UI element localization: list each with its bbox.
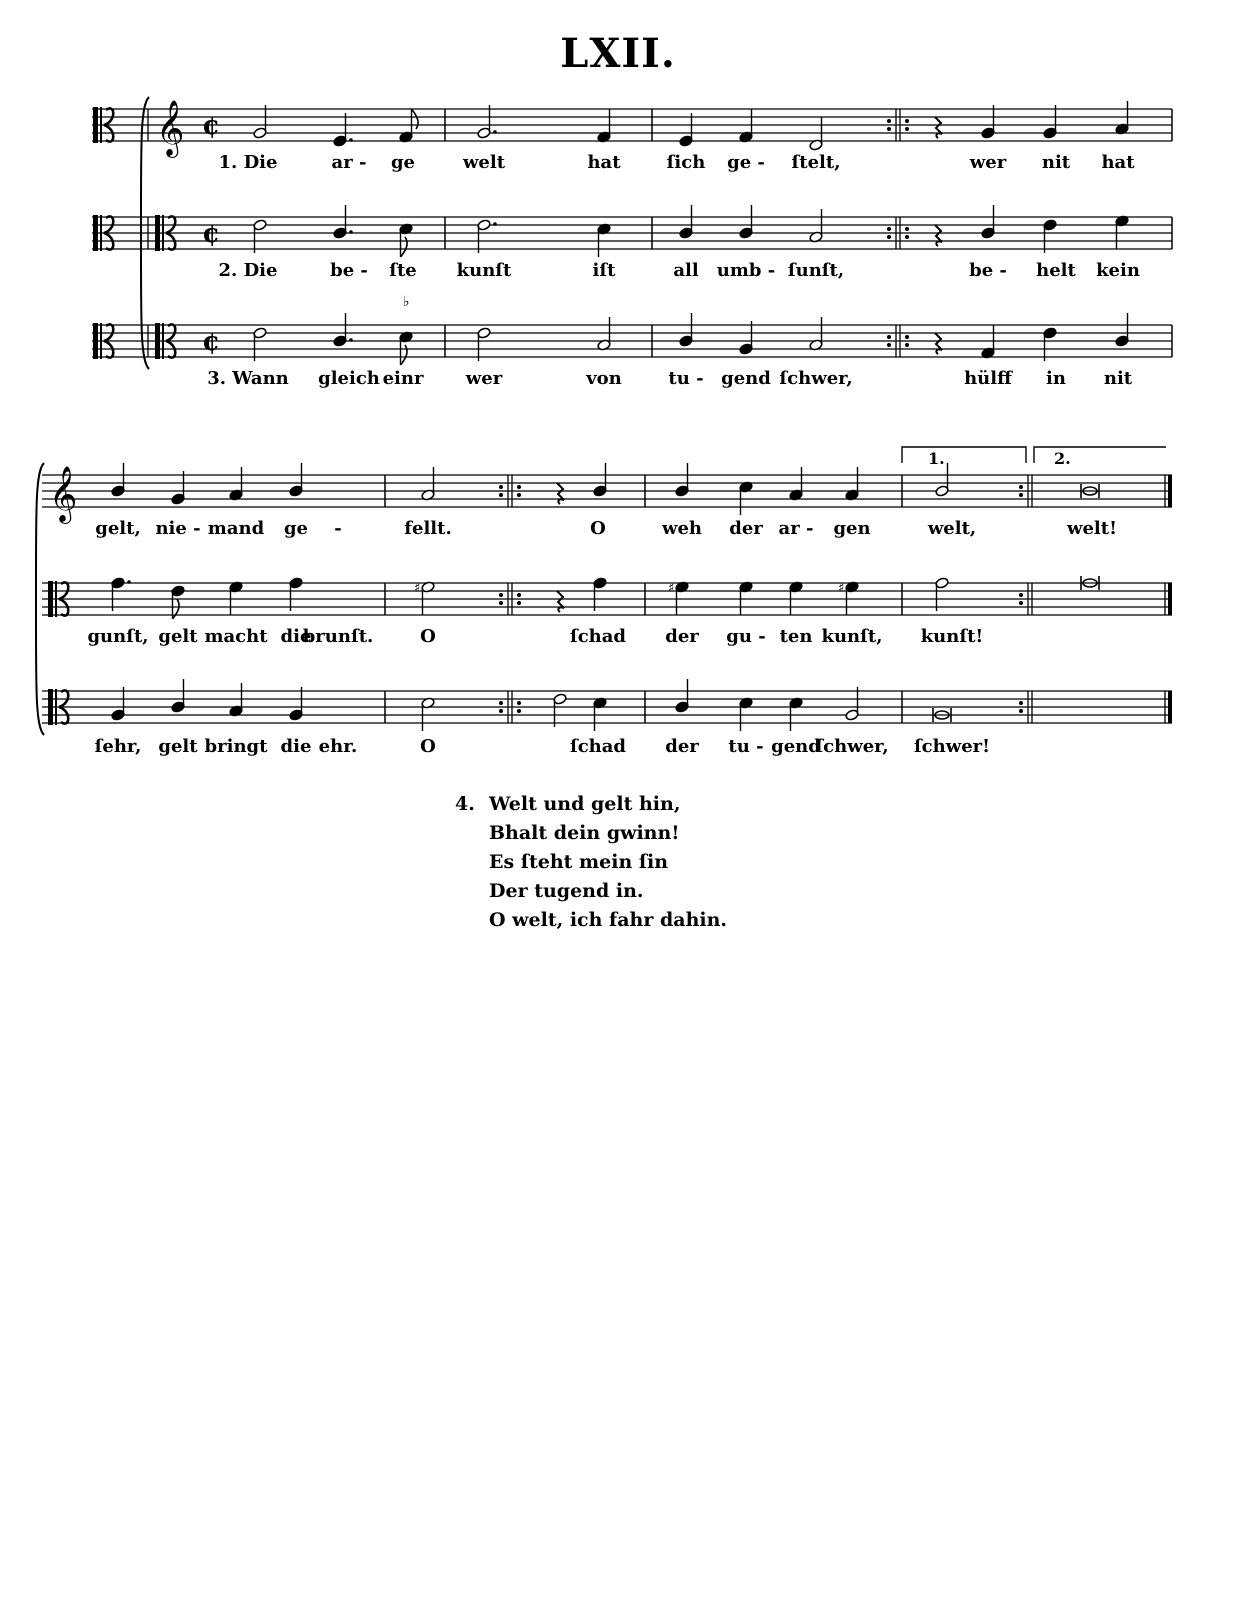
lyric-syllable: ſchad [569, 736, 627, 757]
lyric-syllable: kein [1096, 260, 1140, 281]
note-flag [401, 345, 408, 365]
repeat-dot [887, 335, 891, 339]
verse-four-line: Welt und gelt hin, [489, 793, 681, 815]
lyric-syllable: nit [1041, 152, 1071, 173]
alto-clef-bar [162, 323, 164, 359]
repeat-dot [905, 235, 909, 239]
lyric-syllable: nie - [155, 518, 201, 539]
augmentation-dot [127, 580, 131, 584]
repeat-dot [1019, 709, 1023, 713]
alto-clef-bar [48, 689, 53, 725]
verse-four-number: 4. [455, 793, 475, 815]
alto-clef-bar [155, 323, 160, 359]
lyric-syllable: in [1046, 368, 1066, 389]
lyric-syllable: O [420, 736, 436, 757]
sharp-icon: ♯ [668, 581, 675, 596]
quarter-rest [935, 117, 942, 138]
music-score [0, 0, 1236, 780]
cut-time-icon: ¢ [202, 327, 221, 357]
lyric-syllable: gelt, [95, 518, 141, 539]
repeat-dot [887, 227, 891, 231]
cut-time-icon: ¢ [202, 111, 221, 141]
sharp-icon: ♯ [414, 581, 421, 596]
lyric-syllable: all [673, 260, 699, 281]
repeat-dot [517, 601, 521, 605]
repeat-dot [905, 119, 909, 123]
repeat-dot [887, 343, 891, 347]
lyric-syllable: tu - [728, 736, 764, 757]
alto-clef-bar [93, 215, 98, 251]
repeat-dot [1019, 593, 1023, 597]
lyric-syllable: 2. Die [218, 260, 278, 281]
lyric-syllable: nit [1103, 368, 1133, 389]
alto-clef-bar [93, 323, 98, 359]
volta-label: 2. [1054, 449, 1071, 468]
lyric-syllable: gend [771, 736, 821, 757]
lyric-syllable: kunſt, [821, 626, 883, 647]
lyric-syllable: welt, [927, 518, 977, 539]
piece-title: LXII. [560, 30, 676, 77]
alto-clef-bar [155, 215, 160, 251]
quarter-rest [557, 483, 564, 504]
repeat-dot [887, 235, 891, 239]
lyric-syllable: die [280, 736, 312, 757]
alto-clef-bar [162, 215, 164, 251]
alto-clef-bar [48, 581, 53, 617]
lyric-syllable: iſt [592, 260, 616, 281]
augmentation-dot [493, 222, 497, 226]
repeat-dot [517, 593, 521, 597]
augmentation-dot [349, 138, 353, 142]
lyric-syllable: welt! [1066, 518, 1118, 539]
repeat-dot [905, 127, 909, 131]
lyric-syllable: - [334, 518, 342, 539]
lyric-syllable: welt [462, 152, 506, 173]
note-flag [173, 599, 180, 619]
lyric-syllable: kunſt [456, 260, 512, 281]
lyric-syllable: gend [721, 368, 771, 389]
alto-clef-bar [55, 581, 57, 617]
lyric-syllable: gelt [158, 626, 198, 647]
treble-clef-icon: 𝄞 [49, 466, 78, 522]
lyric-syllable: von [586, 368, 622, 389]
verse-four-line: Bhalt dein gwinn! [489, 822, 680, 844]
lyric-syllable: 1. Die [218, 152, 278, 173]
repeat-dot [499, 701, 503, 705]
lyric-syllable: tu - [668, 368, 704, 389]
repeat-dot [1019, 701, 1023, 705]
note-flag [412, 109, 419, 129]
verse-four [455, 790, 727, 935]
alto-clef-bar [100, 323, 102, 359]
lyric-syllable: mand [207, 518, 265, 539]
lyric-syllable: be - [969, 260, 1007, 281]
lyric-syllable: ſchwer! [913, 736, 991, 757]
repeat-dot [1019, 493, 1023, 497]
lyric-syllable: gunſt, [87, 626, 149, 647]
volta-label: 1. [928, 449, 945, 468]
lyric-syllable: ſchwer, [779, 368, 853, 389]
lyric-syllable: ſte [389, 260, 417, 281]
lyric-syllable: ehr. [318, 736, 358, 757]
repeat-dot [499, 593, 503, 597]
lyric-syllable: hat [587, 152, 621, 173]
repeat-dot [499, 493, 503, 497]
augmentation-dot [349, 338, 353, 342]
repeat-dot [499, 601, 503, 605]
repeat-dot [905, 227, 909, 231]
augmentation-dot [493, 130, 497, 134]
repeat-dot [517, 485, 521, 489]
lyric-syllable: ar - [778, 518, 814, 539]
lyric-syllable: gleich [318, 368, 380, 389]
lyric-syllable: hat [1101, 152, 1135, 173]
lyric-syllable: fellt. [404, 518, 452, 539]
lyric-syllable: helt [1036, 260, 1076, 281]
lyric-syllable: weh [661, 518, 703, 539]
verse-four-line: O welt, ich fahr dahin. [489, 909, 728, 931]
lyric-syllable: der [729, 518, 763, 539]
alto-clef-bar [93, 107, 98, 143]
alto-clef-bar [100, 107, 102, 143]
lyric-syllable: macht [204, 626, 268, 647]
volta-bracket [902, 447, 1026, 463]
lyric-syllable: be - [330, 260, 368, 281]
alto-clef-bar [55, 689, 57, 725]
lyric-syllable: ar - [331, 152, 367, 173]
repeat-dot [905, 335, 909, 339]
lyric-syllable: ten [779, 626, 813, 647]
flat-icon: ♭ [403, 294, 410, 310]
lyric-syllable: 3. Wann [207, 368, 289, 389]
lyric-syllable: ſunſt, [787, 260, 845, 281]
quarter-rest [935, 333, 942, 354]
lyric-syllable: umb - [716, 260, 776, 281]
note-flag [401, 237, 408, 257]
repeat-dot [499, 485, 503, 489]
lyric-syllable: gen [833, 518, 871, 539]
lyric-syllable: brunſt. [302, 626, 374, 647]
lyric-syllable: ſich [666, 152, 706, 173]
alto-clef-bar [100, 215, 102, 251]
lyric-syllable: einr [382, 368, 424, 389]
repeat-dot [499, 709, 503, 713]
verse-four-line: Der tugend in. [489, 880, 644, 902]
repeat-dot [905, 343, 909, 347]
repeat-dot [517, 493, 521, 497]
lyric-syllable: ge [283, 518, 309, 539]
lyric-syllable: wer [465, 368, 503, 389]
cut-time-icon: ¢ [202, 219, 221, 249]
lyric-syllable: O [590, 518, 606, 539]
sharp-icon: ♯ [838, 581, 845, 596]
lyric-syllable: ſehr, [94, 736, 142, 757]
lyric-syllable: hülff [964, 368, 1012, 389]
repeat-dot [1019, 601, 1023, 605]
lyric-syllable: kunſt! [920, 626, 984, 647]
treble-clef-icon: 𝄞 [156, 100, 185, 156]
quarter-rest [557, 591, 564, 612]
lyric-syllable: ſchwer, [815, 736, 889, 757]
lyric-syllable: ſtelt, [791, 152, 841, 173]
lyric-syllable: ge - [727, 152, 765, 173]
lyric-syllable: ge [390, 152, 416, 173]
augmentation-dot [349, 230, 353, 234]
lyric-syllable: der [665, 626, 699, 647]
repeat-dot [887, 119, 891, 123]
lyric-syllable: O [420, 626, 436, 647]
lyric-syllable: gu - [726, 626, 766, 647]
lyric-syllable: wer [969, 152, 1007, 173]
lyric-syllable: der [665, 736, 699, 757]
lyric-syllable: die [280, 626, 312, 647]
repeat-dot [517, 701, 521, 705]
repeat-dot [1019, 485, 1023, 489]
lyric-syllable: ſchad [569, 626, 627, 647]
lyric-syllable: bringt [204, 736, 268, 757]
verse-four-line: Es ſteht mein ſin [489, 851, 669, 873]
lyric-syllable: gelt [158, 736, 198, 757]
repeat-dot [887, 127, 891, 131]
quarter-rest [935, 225, 942, 246]
repeat-dot [517, 709, 521, 713]
